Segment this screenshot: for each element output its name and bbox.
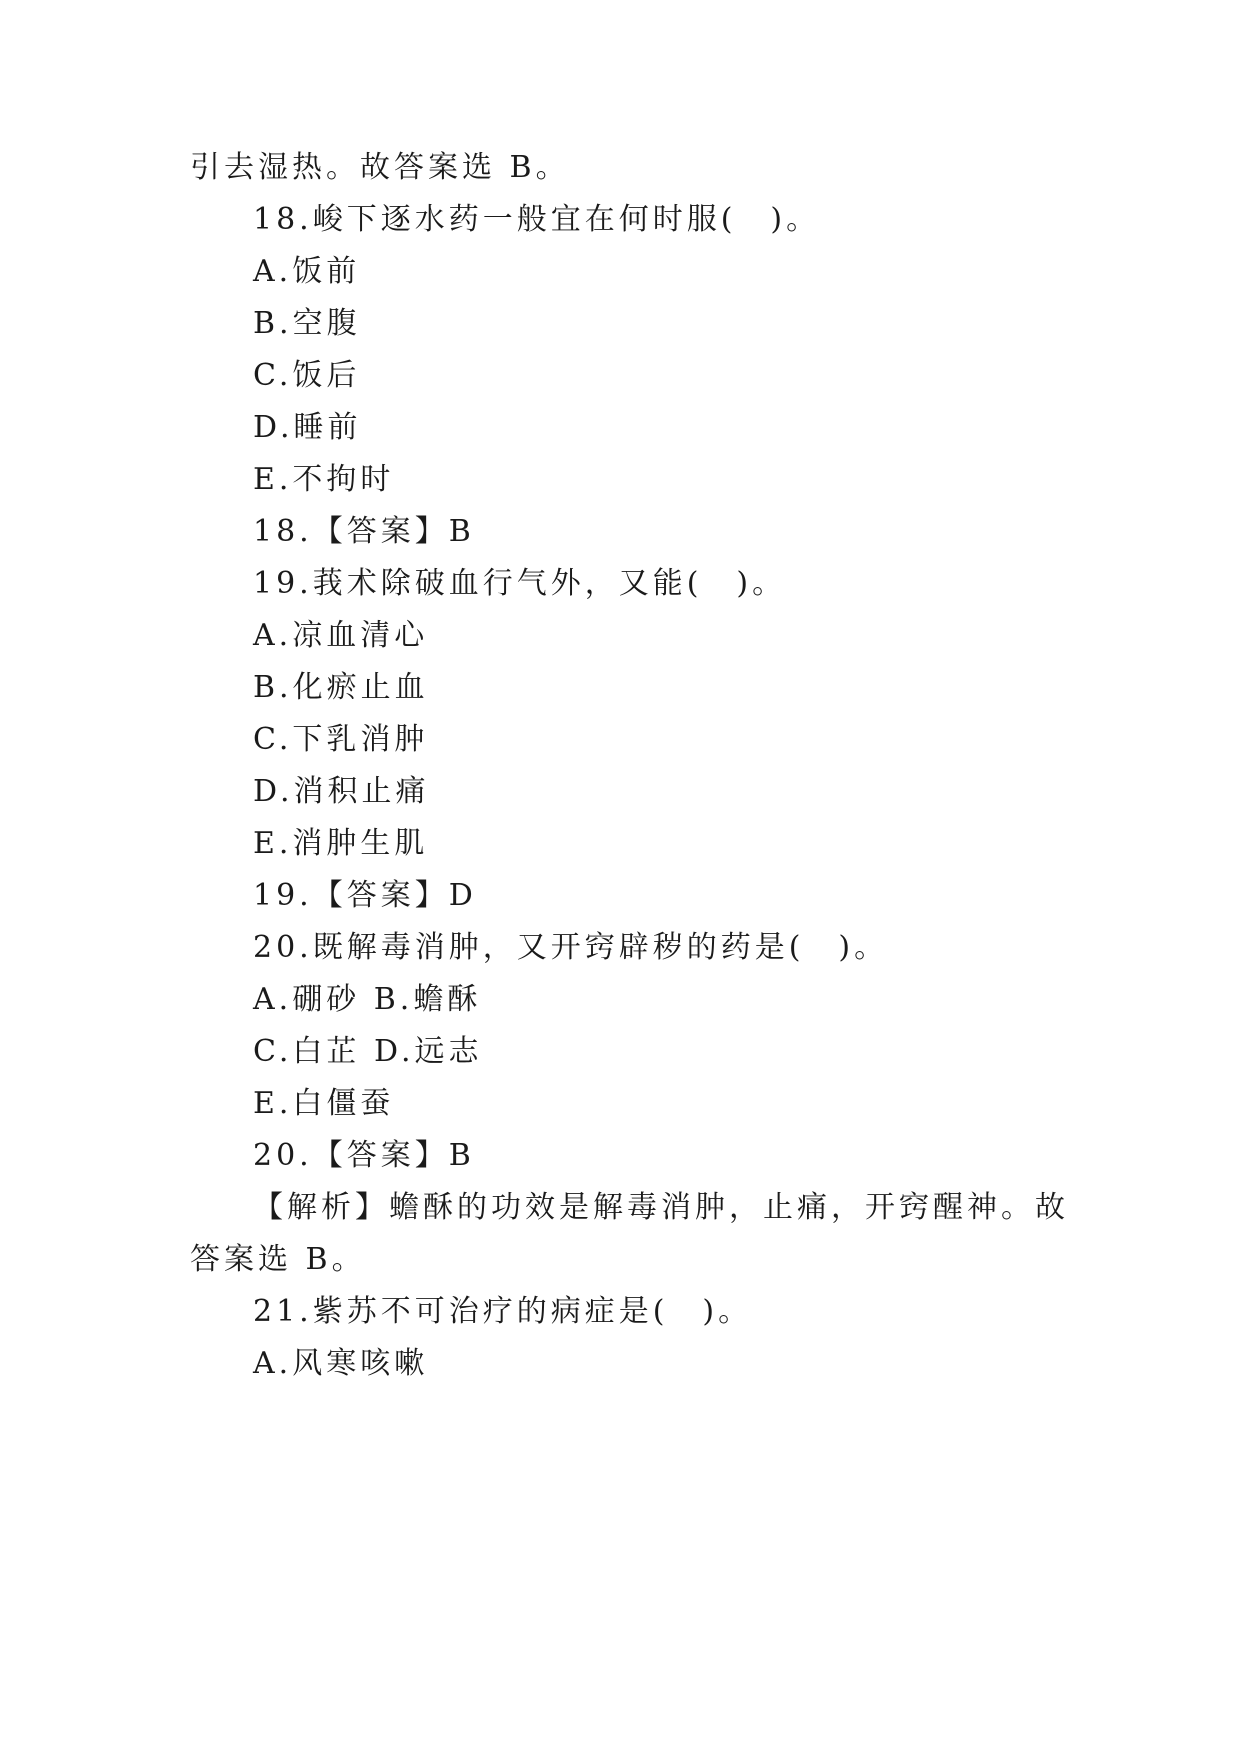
option-19-b: B.化瘀止血 bbox=[253, 670, 429, 705]
option-18-b: B.空腹 bbox=[253, 306, 361, 341]
answer-18: 18.【答案】B bbox=[253, 514, 475, 549]
option-18-a: A.饭前 bbox=[253, 254, 361, 289]
option-20-ab: A.硼砂 B.蟾酥 bbox=[253, 982, 482, 1017]
question-18: 18.峻下逐水药一般宜在何时服( )。 bbox=[253, 202, 821, 237]
option-18-c: C.饭后 bbox=[253, 358, 361, 393]
text-line-continuation: 引去湿热。故答案选 B。 bbox=[190, 150, 570, 185]
option-19-a: A.凉血清心 bbox=[253, 618, 429, 653]
option-18-e: E.不拘时 bbox=[253, 462, 395, 497]
option-20-cd: C.白芷 D.远志 bbox=[253, 1034, 483, 1069]
question-19: 19.莪术除破血行气外，又能( )。 bbox=[253, 566, 787, 601]
option-18-d: D.睡前 bbox=[253, 410, 362, 445]
option-19-c: C.下乳消肿 bbox=[253, 722, 429, 757]
option-21-a: A.风寒咳嗽 bbox=[253, 1346, 429, 1381]
answer-20: 20.【答案】B bbox=[253, 1138, 475, 1173]
explanation-20-continuation: 答案选 B。 bbox=[190, 1242, 366, 1277]
option-19-d: D.消积止痛 bbox=[253, 774, 430, 809]
question-20: 20.既解毒消肿，又开窍辟秽的药是( )。 bbox=[253, 930, 889, 965]
option-19-e: E.消肿生肌 bbox=[253, 826, 429, 861]
option-20-e: E.白僵蚕 bbox=[253, 1086, 395, 1121]
question-21: 21.紫苏不可治疗的病症是( )。 bbox=[253, 1294, 753, 1329]
answer-19: 19.【答案】D bbox=[253, 878, 477, 913]
explanation-20: 【解析】蟾酥的功效是解毒消肿，止痛，开窍醒神。故 bbox=[253, 1190, 1069, 1225]
